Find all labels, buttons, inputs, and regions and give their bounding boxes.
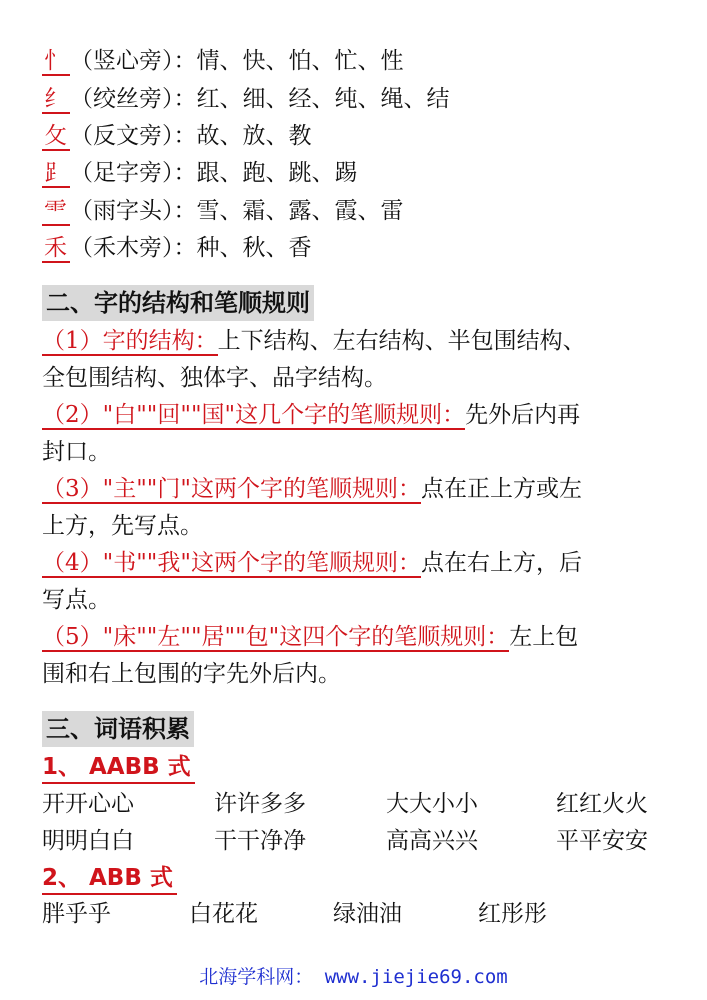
radical-desc: （绞丝旁）：红、细、经、纯、绳、结 (70, 86, 450, 112)
radical-char: ⻊ (42, 160, 70, 188)
rule-text-cont: 封口。 (42, 439, 111, 465)
radical-row (42, 84, 450, 114)
rule-text: 先外后内再 (465, 402, 581, 428)
rule-item (42, 474, 582, 504)
rule-item (42, 326, 586, 356)
rule-text: 点在右上方，后 (420, 550, 582, 576)
rule-text: 上下结构、左右结构、半包围结构、 (217, 328, 586, 354)
rule-item (42, 400, 580, 430)
rule-label: （1）字的结构： (42, 328, 218, 354)
radical-desc: （禾木旁）：种、秋、香 (70, 235, 312, 261)
radical-row (42, 233, 312, 263)
rule-text-cont: 上方，先写点。 (42, 513, 203, 539)
word: 明明白白 (42, 828, 134, 854)
radical-desc: （反文旁）：故、放、教 (70, 123, 312, 149)
radical-char: 攵 (42, 123, 70, 151)
radical-row (42, 46, 404, 76)
rule-item (42, 548, 582, 578)
radical-desc: （雨字头）：雪、霜、露、霞、雷 (70, 198, 404, 224)
radical-desc: （足字旁）：跟、跑、跳、踢 (70, 160, 358, 186)
rule-text-cont: 围和右上包围的字先外后内。 (42, 661, 341, 687)
footer-link[interactable]: 北海学科网： www.jiejie69.com (199, 966, 508, 988)
rule-text-cont: 全包围结构、独体字、品字结构。 (42, 365, 387, 391)
rule-label: （4）"书""我"这两个字的笔顺规则： (42, 550, 421, 576)
word: 大大小小 (386, 791, 478, 817)
section-heading: 二、字的结构和笔顺规则 (42, 285, 314, 321)
word: 开开心心 (42, 791, 134, 817)
radical-row (42, 196, 404, 226)
word: 绿油油 (333, 901, 402, 927)
subheading-aabb: 1、 AABB 式 (42, 752, 195, 784)
radical-row (42, 121, 312, 151)
word: 胖乎乎 (42, 901, 111, 927)
rule-text: 点在正上方或左 (420, 476, 582, 502)
word: 许许多多 (214, 791, 306, 817)
word: 干干净净 (214, 828, 306, 854)
rule-text-cont: 写点。 (42, 587, 111, 613)
subheading-abb: 2、 ABB 式 (42, 863, 177, 895)
word: 高高兴兴 (386, 828, 478, 854)
radical-char: ⻗ (42, 198, 70, 226)
radical-char: 忄 (42, 48, 70, 76)
radical-char: 禾 (42, 235, 70, 263)
word: 白花花 (189, 901, 258, 927)
section-heading: 三、词语积累 (42, 711, 194, 747)
rule-text: 左上包 (509, 624, 579, 650)
rule-item (42, 622, 578, 652)
rule-label: （5）"床""左""居""包"这四个字的笔顺规则： (42, 624, 510, 650)
rule-label: （3）"主""门"这两个字的笔顺规则： (42, 476, 421, 502)
word: 平平安安 (556, 828, 648, 854)
word: 红彤彤 (478, 901, 547, 927)
radical-desc: （竖心旁）：情、快、怕、忙、性 (70, 48, 404, 74)
rule-label: （2）"白""回""国"这几个字的笔顺规则： (42, 402, 466, 428)
radical-char: 纟 (42, 86, 70, 114)
word: 红红火火 (556, 791, 648, 817)
radical-row (42, 158, 358, 188)
